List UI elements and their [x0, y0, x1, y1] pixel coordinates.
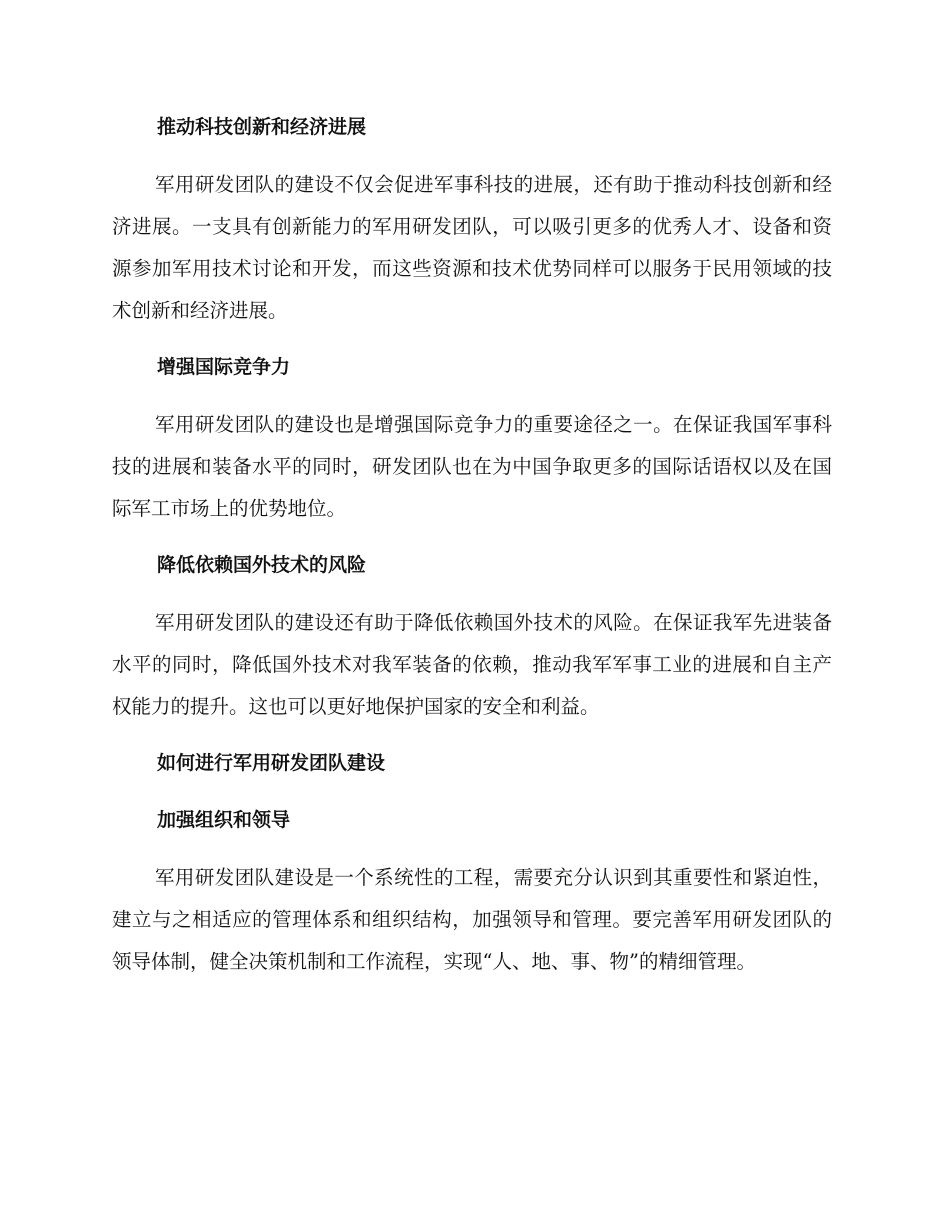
section-heading-reduce-foreign-dependence: 降低依赖国外技术的风险	[157, 554, 367, 576]
section-paragraph-reduce-foreign-dependence: 军用研发团队的建设还有助于降低依赖国外技术的风险。在保证我军先进装备水平的同时，降低国外技术对我军装备的依赖，推动我军军事工业的进展和自主产权能力的提升。这也可以更好地保护国家的安全和利益。	[112, 611, 832, 718]
section-heading-how-to-build-team: 如何进行军用研发团队建设	[157, 752, 386, 774]
section-paragraph-tech-innovation: 军用研发团队的建设不仅会促进军事科技的进展，还有助于推动科技创新和经济进展。一支具有创新能力的军用研发团队，可以吸引更多的优秀人才、设备和资源参加军用技术讨论和开发，而这些资源和技术优势同样可以服务于民用领域的技术创新和经济进展。	[112, 173, 832, 322]
section-paragraph-organization-leadership: 军用研发团队建设是一个系统性的工程，需要充分认识到其重要性和紧迫性，建立与之相适应的管理体系和组织结构，加强领导和管理。要完善军用研发团队的领导体制，健全决策机制和工作流程，实现“人、地、事、物”的精细管理。	[112, 866, 832, 973]
section-heading-organization-leadership: 加强组织和领导	[157, 809, 291, 831]
section-heading-tech-innovation: 推动科技创新和经济进展	[157, 116, 367, 138]
section-heading-international-competitiveness: 增强国际竞争力	[157, 356, 291, 378]
document-body	[112, 107, 832, 998]
section-paragraph-international-competitiveness: 军用研发团队的建设也是增强国际竞争力的重要途径之一。在保证我国军事科技的进展和装备水平的同时，研发团队也在为中国争取更多的国际话语权以及在国际军工市场上的优势地位。	[112, 413, 832, 520]
